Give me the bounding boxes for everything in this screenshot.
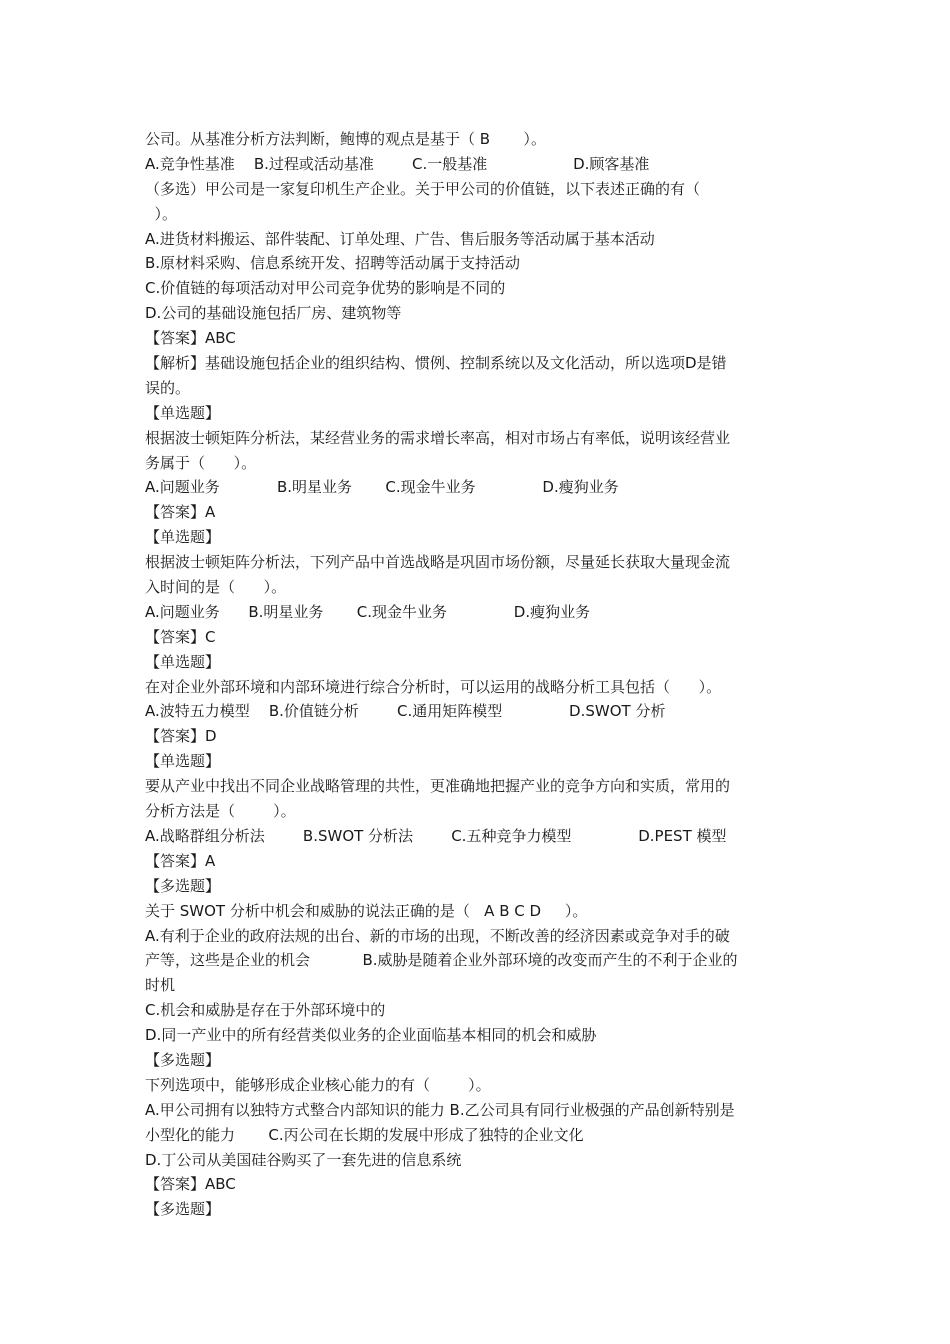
option-line: D.同一产业中的所有经营类似业务的企业面临基本相同的机会和威胁 bbox=[145, 1026, 597, 1045]
section-tag: 【单选题】 bbox=[145, 528, 221, 547]
question-line: 要从产业中找出不同企业战略管理的共性，更准确地把握产业的竞争方向和实质，常用的 bbox=[145, 777, 731, 796]
question-line: 根据波士顿矩阵分析法，下列产品中首选战略是巩固市场份额，尽量延长获取大量现金流 bbox=[145, 553, 731, 572]
question-line: 务属于（ ）。 bbox=[145, 453, 257, 472]
document-body bbox=[145, 127, 805, 1222]
options-line: A.问题业务 B.明星业务 C.现金牛业务 D.瘦狗业务 bbox=[145, 478, 619, 497]
section-tag: 【单选题】 bbox=[145, 652, 221, 671]
explanation-line: 误的。 bbox=[145, 378, 191, 397]
question-line: 分析方法是（ ）。 bbox=[145, 802, 296, 821]
answer-line: 【答案】ABC bbox=[145, 329, 236, 348]
question-line: 下列选项中，能够形成企业核心能力的有（ ）。 bbox=[145, 1075, 491, 1094]
option-line: C.机会和威胁是存在于外部环境中的 bbox=[145, 1001, 386, 1020]
question-line: 关于 SWOT 分析中机会和威胁的说法正确的是（ A B C D ）。 bbox=[145, 901, 588, 920]
option-line: 时机 bbox=[145, 976, 176, 995]
section-tag: 【单选题】 bbox=[145, 752, 221, 771]
question-line: 入时间的是（ ）。 bbox=[145, 578, 287, 597]
answer-line: 【答案】D bbox=[145, 727, 217, 746]
question-line: ）。 bbox=[145, 204, 178, 223]
answer-line: 【答案】A bbox=[145, 503, 216, 522]
options-line: A.问题业务 B.明星业务 C.现金牛业务 D.瘦狗业务 bbox=[145, 602, 591, 621]
answer-line: 【答案】ABC bbox=[145, 1175, 236, 1194]
question-line: 根据波士顿矩阵分析法，某经营业务的需求增长率高，相对市场占有率低，说明该经营业 bbox=[145, 428, 731, 447]
option-line: A.有利于企业的政府法规的出台、新的市场的出现，不断改善的经济因素或竞争对手的破 bbox=[145, 926, 730, 945]
answer-line: 【答案】A bbox=[145, 851, 216, 870]
options-line: A.波特五力模型 B.价值链分析 C.通用矩阵模型 D.SWOT 分析 bbox=[145, 702, 666, 721]
answer-line: 【答案】C bbox=[145, 627, 216, 646]
option-line: 产等，这些是企业的机会 B.威胁是随着企业外部环境的改变而产生的不利于企业的 bbox=[145, 951, 738, 970]
option-line: D.公司的基础设施包括厂房、建筑物等 bbox=[145, 304, 402, 323]
section-tag: 【多选题】 bbox=[145, 876, 221, 895]
option-line: C.价值链的每项活动对甲公司竞争优势的影响是不同的 bbox=[145, 279, 506, 298]
section-tag: 【单选题】 bbox=[145, 403, 221, 422]
options-line: A.战略群组分析法 B.SWOT 分析法 C.五种竞争力模型 D.PEST 模型 bbox=[145, 826, 727, 845]
option-line: 小型化的能力 C.丙公司在长期的发展中形成了独特的企业文化 bbox=[145, 1125, 584, 1144]
option-line: A.进货材料搬运、部件装配、订单处理、广告、售后服务等活动属于基本活动 bbox=[145, 229, 655, 248]
option-line: A.甲公司拥有以独特方式整合内部知识的能力 B.乙公司具有同行业极强的产品创新特别是 bbox=[145, 1100, 735, 1119]
option-line: D.丁公司从美国硅谷购买了一套先进的信息系统 bbox=[145, 1150, 462, 1169]
question-line: 在对企业外部环境和内部环境进行综合分析时，可以运用的战略分析工具包括（ ）。 bbox=[145, 677, 722, 696]
question-line: （多选）甲公司是一家复印机生产企业。关于甲公司的价值链，以下表述正确的有（ bbox=[145, 179, 701, 198]
text-line: 公司。从基准分析方法判断，鲍博的观点是基于（ B ）。 bbox=[145, 130, 546, 148]
options-line: A.竞争性基准 B.过程或活动基准 C.一般基准 D.顾客基准 bbox=[145, 154, 650, 173]
explanation-line: 【解析】基础设施包括企业的组织结构、惯例、控制系统以及文化活动，所以选项D是错 bbox=[145, 354, 727, 373]
section-tag: 【多选题】 bbox=[145, 1200, 221, 1219]
option-line: B.原材料采购、信息系统开发、招聘等活动属于支持活动 bbox=[145, 254, 521, 273]
section-tag: 【多选题】 bbox=[145, 1050, 221, 1069]
